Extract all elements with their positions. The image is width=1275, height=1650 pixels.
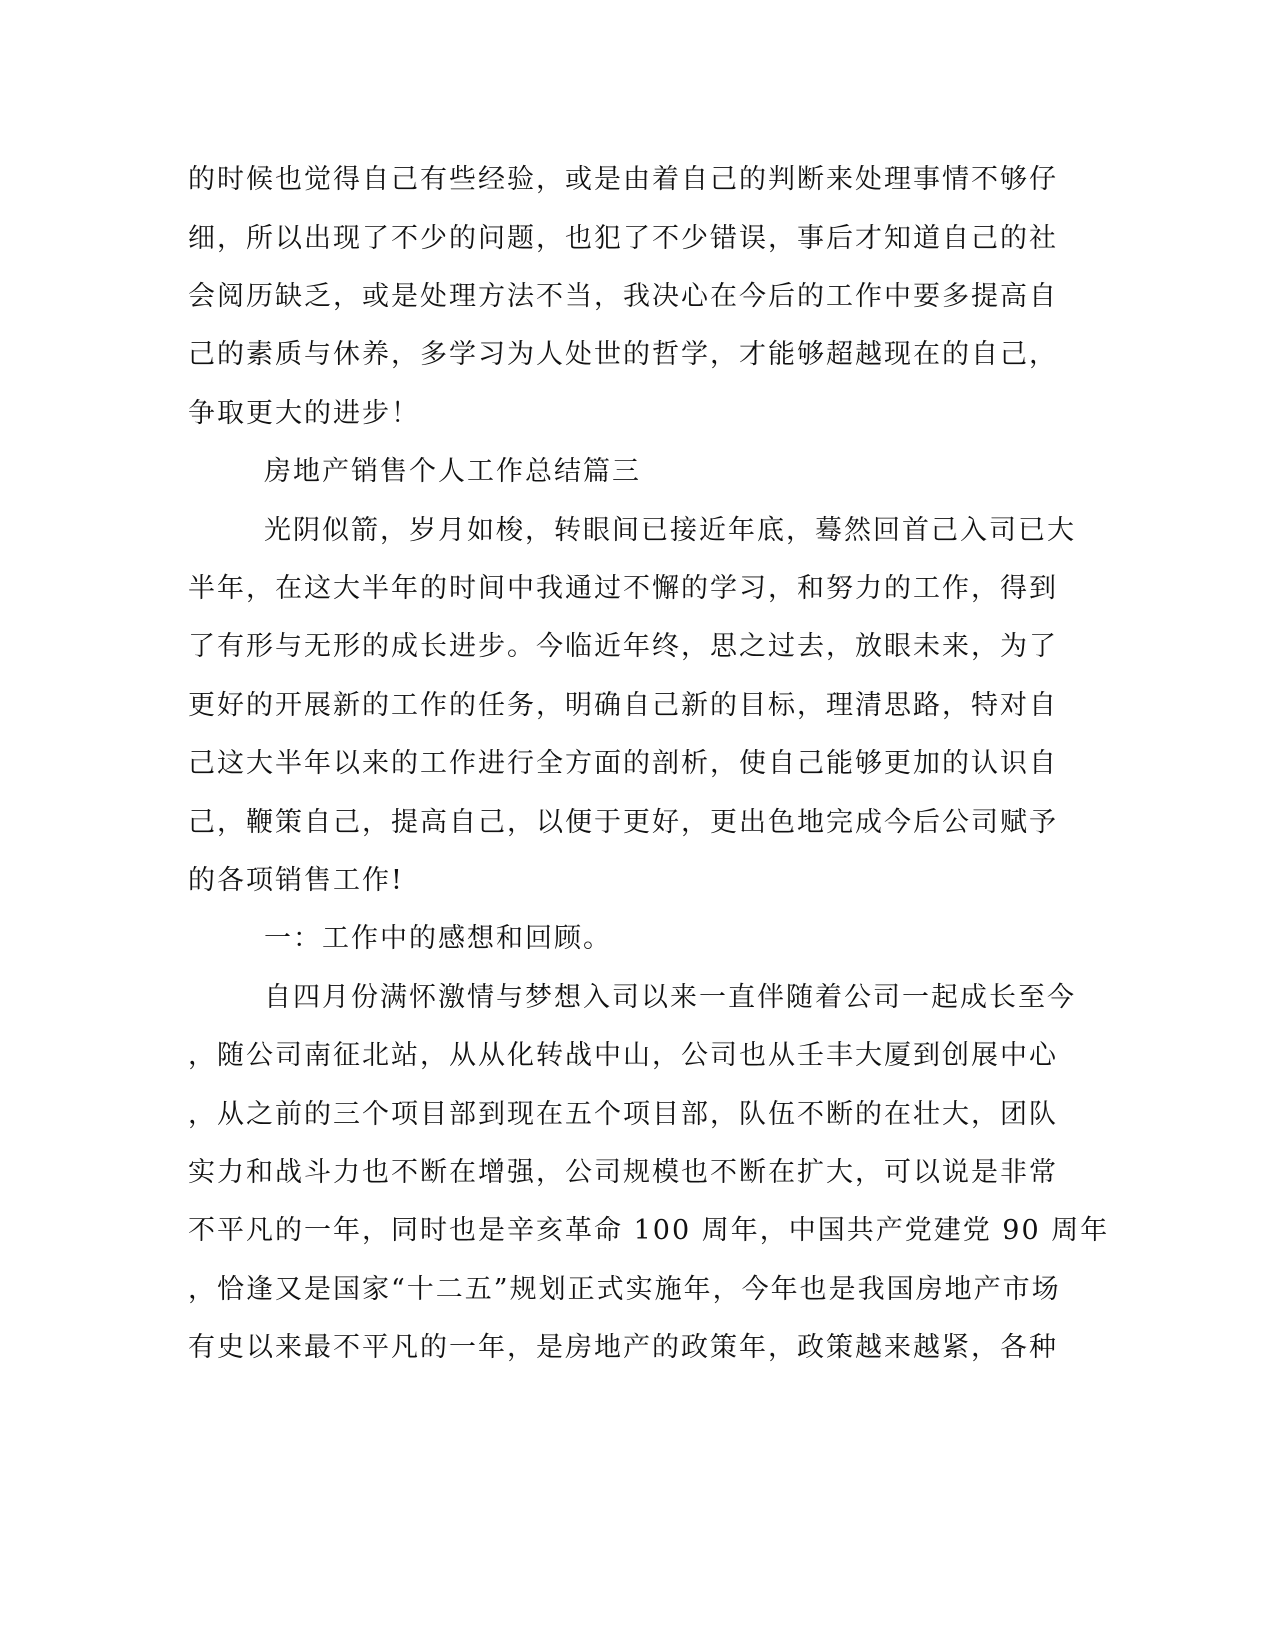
text-line: 己，鞭策自己，提高自己，以便于更好，更出色地完成今后公司赋予 xyxy=(188,807,1058,838)
paragraph-first-line: 自四月份满怀激情与梦想入司以来一直伴随着公司一起成长至今 xyxy=(264,982,1076,1013)
text-line: 了有形与无形的成长进步。今临近年终，思之过去，放眼未来，为了 xyxy=(188,631,1058,662)
text-line: 己这大半年以来的工作进行全方面的剖析，使自己能够更加的认识自 xyxy=(188,748,1058,779)
text-line: 的时候也觉得自己有些经验，或是由着自己的判断来处理事情不够仔 xyxy=(188,164,1058,195)
text-line: 会阅历缺乏，或是处理方法不当，我决心在今后的工作中要多提高自 xyxy=(188,281,1058,312)
text-line: 己的素质与休养，多学习为人处世的哲学，才能够超越现在的自己， xyxy=(188,339,1058,370)
text-line: ，从之前的三个项目部到现在五个项目部，队伍不断的在壮大，团队 xyxy=(188,1099,1058,1130)
text-line: ，恰逢又是国家“十二五”规划正式实施年，今年也是我国房地产市场 xyxy=(188,1274,1061,1305)
text-line: 更好的开展新的工作的任务，明确自己新的目标，理清思路，特对自 xyxy=(188,690,1058,721)
subsection-heading: 一：工作中的感想和回顾。 xyxy=(264,923,612,954)
text-line: 实力和战斗力也不断在增强，公司规模也不断在扩大，可以说是非常 xyxy=(188,1157,1058,1188)
text-line: 细，所以出现了不少的问题，也犯了不少错误，事后才知道自己的社 xyxy=(188,223,1058,254)
paragraph-first-line: 光阴似箭，岁月如梭，转眼间已接近年底，蓦然回首己入司已大 xyxy=(264,515,1076,546)
text-line: 半年，在这大半年的时间中我通过不懈的学习，和努力的工作，得到 xyxy=(188,573,1058,604)
text-line: 的各项销售工作! xyxy=(188,865,404,896)
text-line: 争取更大的进步！ xyxy=(188,398,420,429)
section-heading: 房地产销售个人工作总结篇三 xyxy=(264,456,641,487)
text-line: 有史以来最不平凡的一年，是房地产的政策年，政策越来越紧，各种 xyxy=(188,1332,1058,1363)
text-line: 不平凡的一年，同时也是辛亥革命 100 周年，中国共产党建党 90 周年 xyxy=(188,1215,1110,1246)
text-line: ，随公司南征北站，从从化转战中山，公司也从壬丰大厦到创展中心 xyxy=(188,1040,1058,1071)
